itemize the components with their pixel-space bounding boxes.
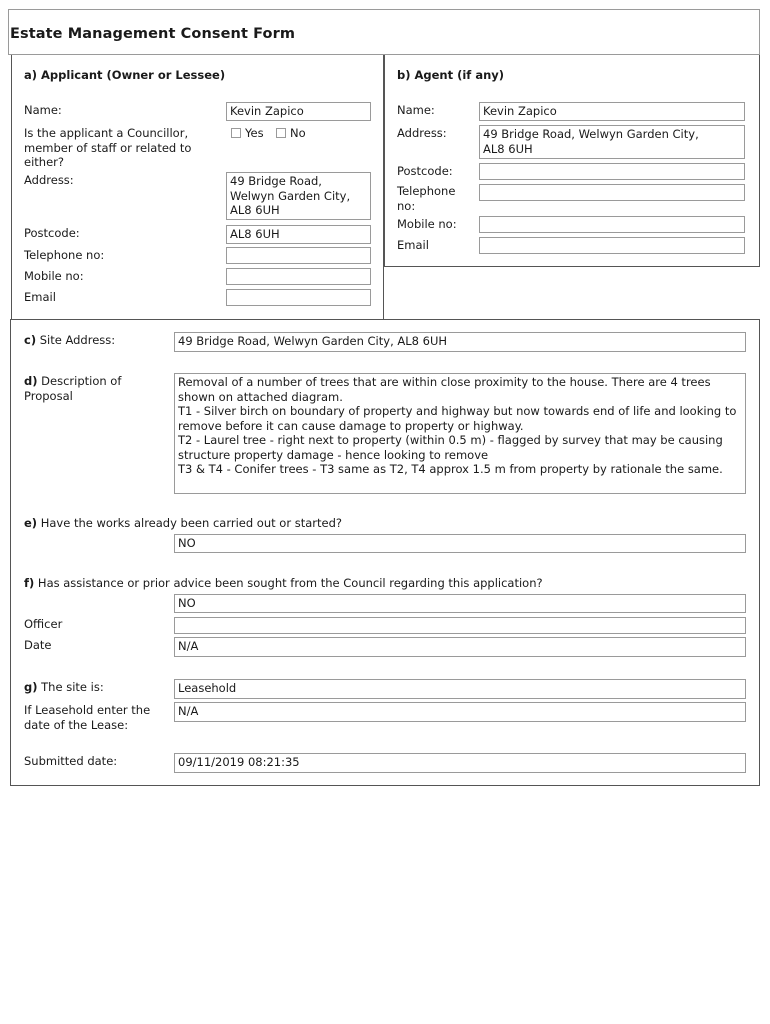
prior-advice-field[interactable]: NO [174,594,746,613]
c-letter: c) [24,333,37,347]
applicant-mobile-label: Mobile no: [24,269,84,283]
agent-name-label: Name: [397,103,435,117]
submitted-date-field[interactable]: 09/11/2019 08:21:35 [174,753,746,773]
date-field[interactable]: N/A [174,637,746,657]
applicant-mobile-field[interactable] [226,268,371,285]
proposal-label [24,374,164,403]
no-label: No [290,126,306,140]
agent-email-field[interactable] [479,237,745,254]
officer-field[interactable] [174,617,746,634]
no-checkbox[interactable] [276,128,286,138]
submitted-date-label: Submitted date: [24,754,118,768]
applicant-heading: a) Applicant (Owner or Lessee) [24,68,226,82]
site-type-label [24,680,104,695]
agent-email-label: Email [397,238,429,252]
prior-advice-label [24,576,543,591]
agent-telephone-field[interactable] [479,184,745,201]
site-address-label [24,333,115,348]
agent-telephone-label: Telephone no: [397,184,456,213]
g-text: The site is: [41,680,104,694]
agent-postcode-field[interactable] [479,163,745,180]
page-title: Estate Management Consent Form [10,26,296,42]
agent-heading: b) Agent (if any) [397,68,505,82]
officer-label: Officer [24,617,63,631]
applicant-address-label: Address: [24,173,74,187]
applicant-telephone-field[interactable] [226,247,371,264]
applicant-name-field[interactable]: Kevin Zapico [226,102,371,121]
agent-panel [384,55,760,267]
applicant-postcode-label: Postcode: [24,226,80,240]
applicant-address-field[interactable]: 49 Bridge Road, Welwyn Garden City, AL8 6UH [226,172,371,220]
works-started-label [24,516,342,531]
yes-checkbox[interactable] [231,128,241,138]
applicant-email-label: Email [24,290,56,304]
f-text: Has assistance or prior advice been sought from the Council regarding this application? [37,576,543,590]
applicant-email-field[interactable] [226,289,371,306]
f-letter: f) [24,576,35,590]
site-type-field[interactable]: Leasehold [174,679,746,699]
c-text: Site Address: [39,333,116,347]
yes-label: Yes [245,126,264,140]
lease-date-field[interactable]: N/A [174,702,746,722]
e-letter: e) [24,516,38,530]
site-address-field[interactable]: 49 Bridge Road, Welwyn Garden City, AL8 6UH [174,332,746,352]
agent-address-field[interactable]: 49 Bridge Road, Welwyn Garden City, AL8 6UH [479,125,745,159]
agent-address-label: Address: [397,126,447,140]
applicant-telephone-label: Telephone no: [24,248,105,262]
proposal-field[interactable]: Removal of a number of trees that are within close proximity to the house. There are 4 trees shown on attached diagram. T1 - Silver birch on boundary of property and highway but now towards end of life and looking to remove before it can cause damage to property or highway. T2 - Laurel tree - right next to property (within 0.5 m) - flagged by survey that may be causing structure property damage - hence looking to remove T3 & T4 - Conifer trees - T3 same as T2, T4 approx 1.5 m from property by rationale the same. [174,373,746,494]
applicant-name-label: Name: [24,103,62,117]
agent-mobile-field[interactable] [479,216,745,233]
date-label: Date [24,638,52,652]
lease-date-label: If Leasehold enter the date of the Lease: [24,703,151,732]
d-letter: d) [24,374,38,388]
councillor-yes-option[interactable] [231,126,264,141]
g-letter: g) [24,680,38,694]
councillor-no-option[interactable] [276,126,306,141]
applicant-postcode-field[interactable]: AL8 6UH [226,225,371,244]
agent-postcode-label: Postcode: [397,164,453,178]
agent-mobile-label: Mobile no: [397,217,457,231]
councillor-question: Is the applicant a Councillor, member of staff or related to either? [24,126,192,169]
e-text: Have the works already been carried out or started? [40,516,342,530]
agent-name-field[interactable]: Kevin Zapico [479,102,745,121]
works-started-field[interactable]: NO [174,534,746,553]
d-text: Description of Proposal [24,374,122,403]
